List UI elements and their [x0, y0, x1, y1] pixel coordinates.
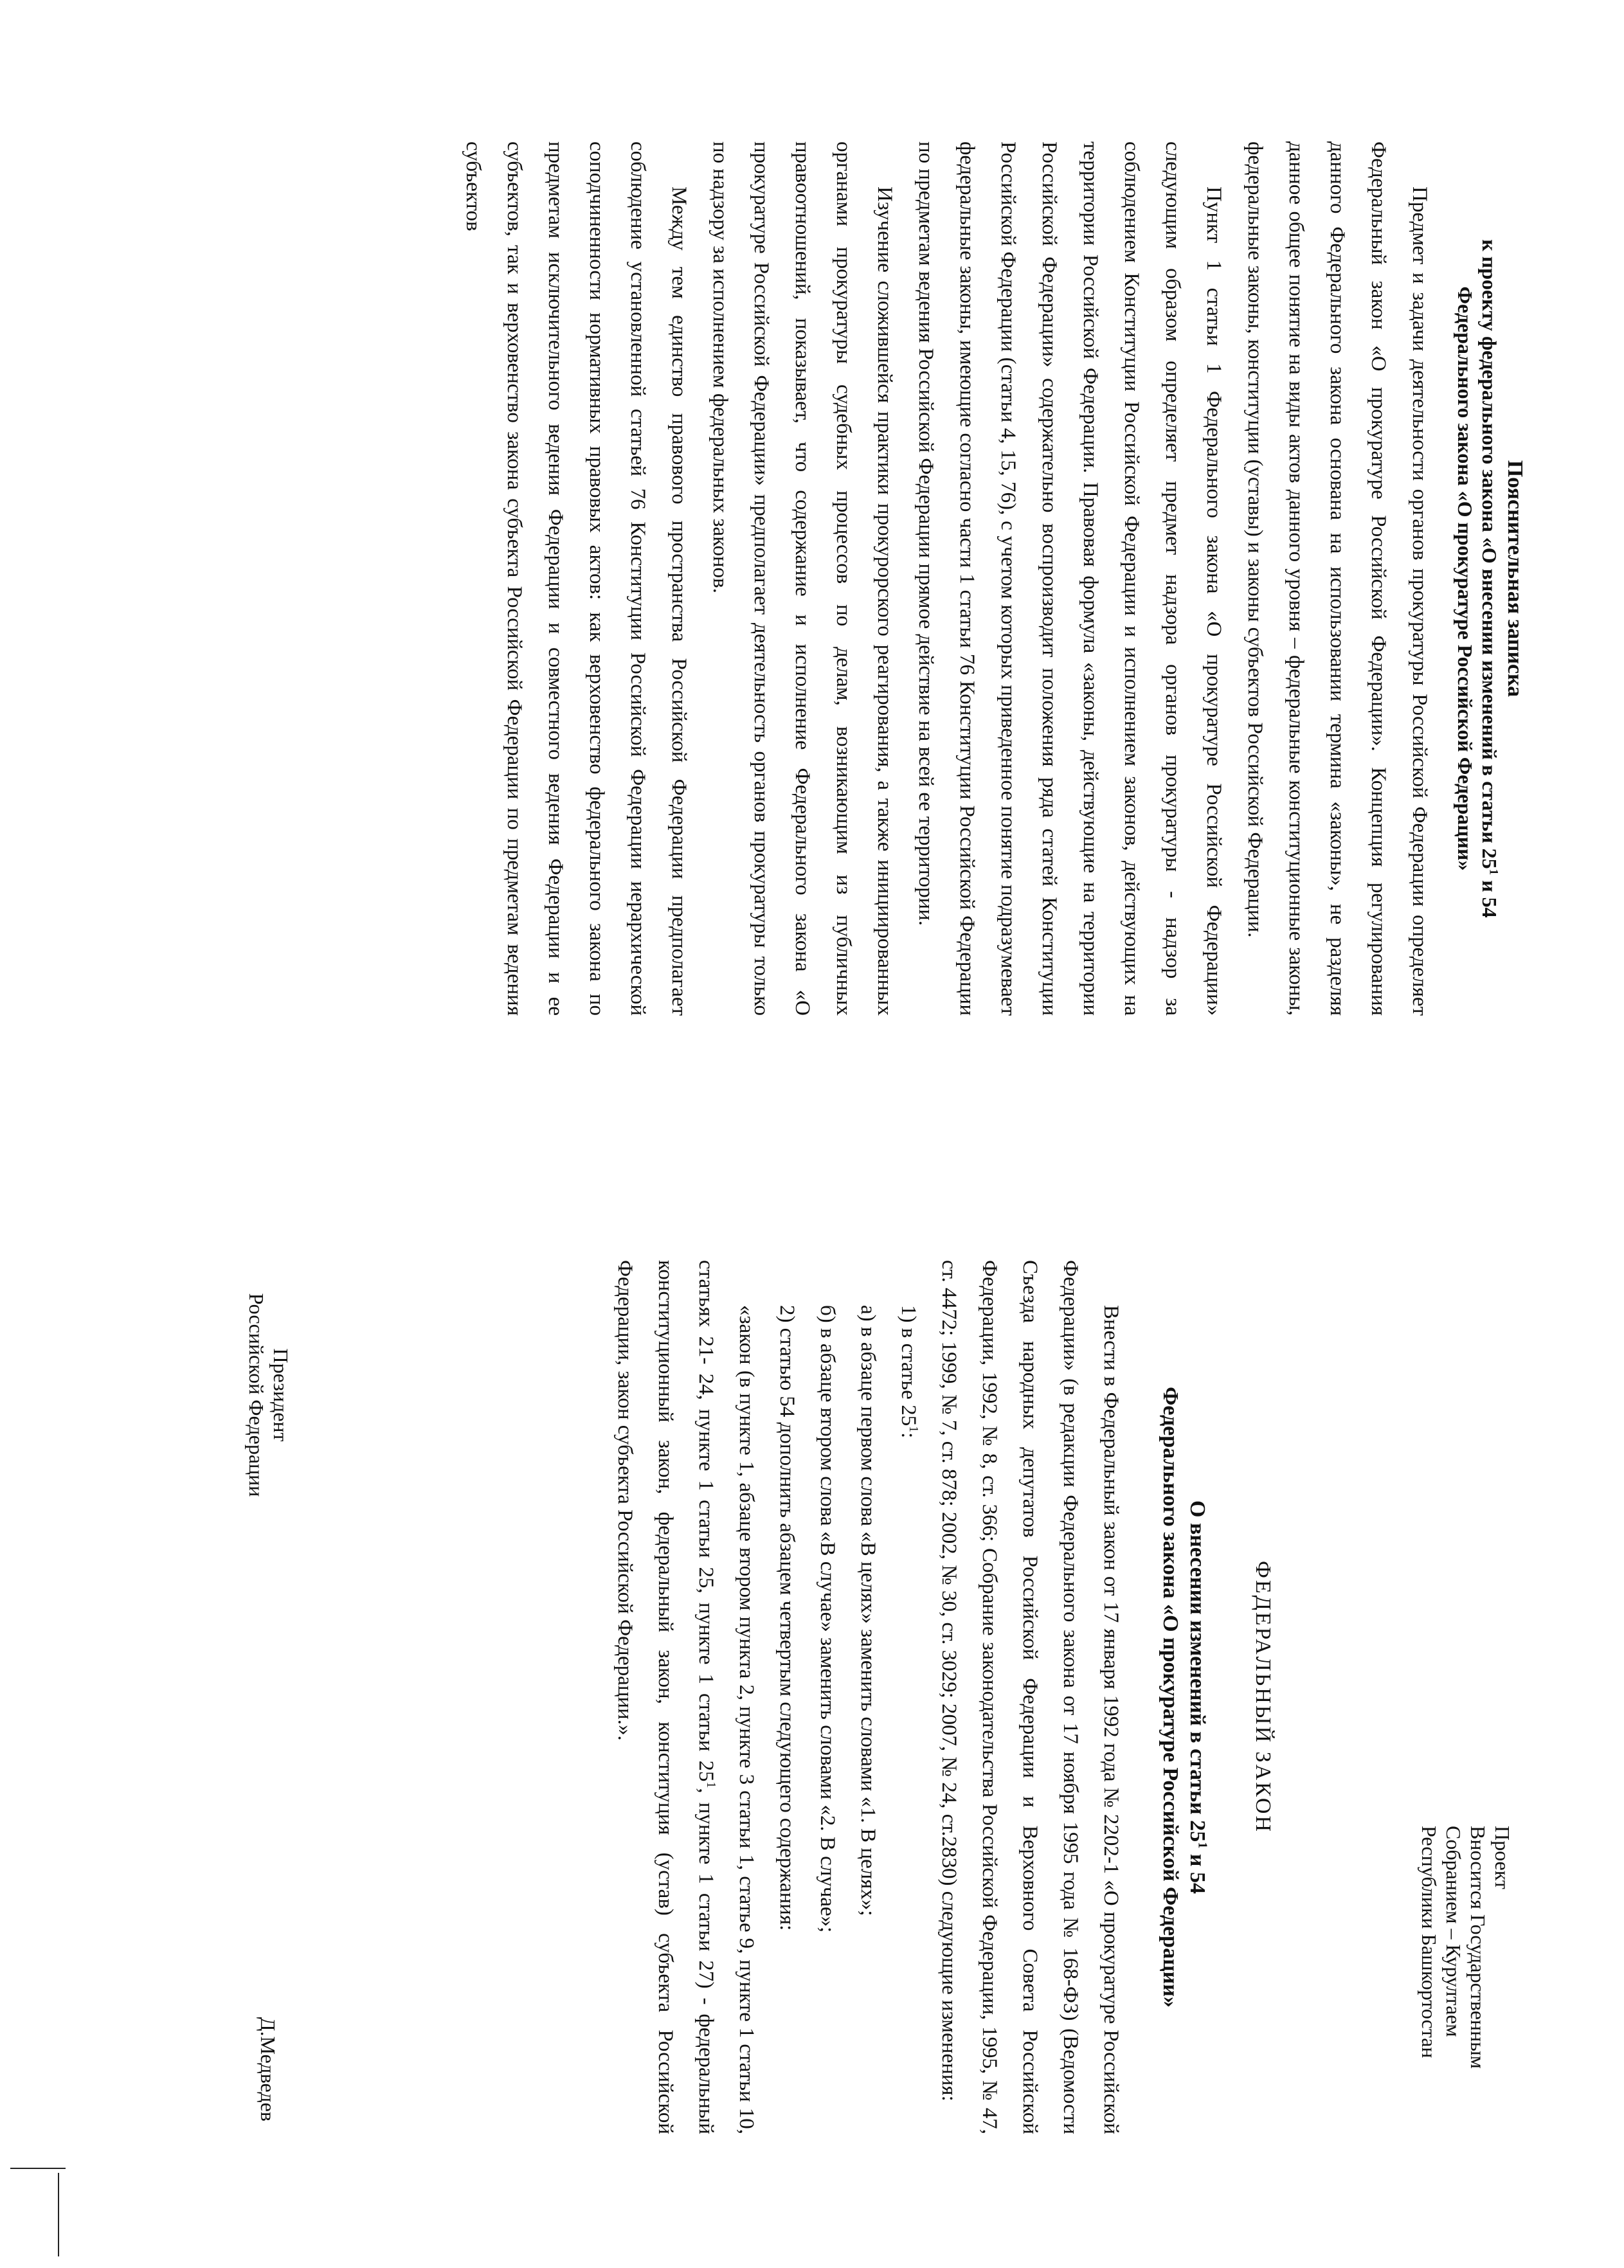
bill-item-1b: б) в абзаце втором слова «В случае» заменить словами «2. В случае»;: [816, 1305, 839, 1933]
note-subtitle: к проекту федерального закона «О внесении изменений в статьи $25^1$ и 54 Федерального закона «О прокуратуре Российской Федерации»: [1454, 239, 1501, 918]
signature-name: Д.Медведев: [257, 2017, 280, 2121]
project-block: Проект Вносится Государственным Собранием – Курултаем Республики Башкортостан: [1418, 1826, 1514, 2069]
note-title: Пояснительная записка: [1503, 460, 1527, 698]
note-body: [453, 141, 1440, 1016]
signature-post: Президент Российской Федерации: [245, 1293, 293, 1497]
bill-item-1a: а) в абзаце первом слова «В целях» заменить словами «1. В целях»;: [856, 1305, 880, 1916]
bill-intro: Внести в Федеральный закон от 17 января 1992 года № 2202-1 «О прокуратуре Российской Федерации» (в редакции Федерального закона от 17 ноября 1995 года № 168-ФЗ) (Ведомости Съезда народных депутатов Российской Федерации и Верховного Совета Российской Федерации, 1992, № 8, ст. 366; Собрание законодательства Российской Федерации, 1995, № 47, ст. 4472; 1999, № 7, ст. 878; 2002, № 30, ст. 3029; 2007, № 24, ст.2830) следующие изменения:: [937, 1260, 1123, 2134]
note-paragraph-2: Пункт 1 статьи 1 Федерального закона «О прокуратуре Российской Федерации» следующим образом определяет предмет надзора органов прокуратуры - надзор за соблюдением Конституции Российской Федерации и исполнением законов, действующих на территории Российской Федерации. Правовая формула «законы, действующие на территории Российской Федерации» содержательно воспроизводит положения ряда статей Конституции Российской Федерации (статьи 4, 15, 76), с учетом которых приведенное понятие подразумевает федеральные законы, имеющие согласно части 1 статьи 76 Конституции Российской Федерации по предметам ведения Российской Федерации прямое действие на всей ее территории.: [914, 141, 1225, 1016]
law-subtitle: О внесении изменений в статьи $25^1$ и 54 Федерального закона «О прокуратуре Российской Федерации»: [1159, 1387, 1210, 2008]
bill-page: [245, 1260, 1528, 2134]
bill-item-2: 2) статью 54 дополнить абзацем четвертым следующего содержания:: [775, 1305, 798, 1931]
note-page: [453, 141, 1528, 1016]
note-paragraph-4: Между тем единство правового пространства Российской Федерации предполагает соблюдение установленной статьей 76 Конституции Российской Федерации иерархической соподчиненности нормативных правовых актов: как верховенство федерального закона по предметам исключительного ведения Федерации и совместного ведения Федерации и ее субъектов, так и верховенство закона субъекта Российской Федерации по предметам ведения субъектов: [462, 141, 690, 1016]
bill-item-2-quote: «закон (в пункте 1, абзаце втором пункта 2, пункте 3 статьи 1, статье 9, пункте 1 статьи 10, статьях 21- 24, пункте 1 статьи 25, пункте 1 статьи $25^1$, пункте 1 статьи 27) - федеральный конституционный закон, федеральный закон, конституция (устав) субъекта Российской Федерации, закон субъекта Российской Федерации.».: [613, 1260, 758, 2134]
bill-item-1: 1) в статье $25^1$:: [897, 1305, 921, 1439]
bill-body: [604, 1260, 1131, 2134]
law-title: ФЕДЕРАЛЬНЫЙ ЗАКОН: [1251, 1560, 1275, 1834]
note-paragraph-1: Предмет и задачи деятельности органов прокуратуры Российской Федерации определяет Федеральный закон «О прокуратуре Российской Федерации». Концепция регулирования данного Федерального закона основана на использовании термина «законы», не разделяя данное общее понятие на виды актов данного уровня – федеральные конституционные законы, федеральные законы, конституции (уставы) и законы субъектов Российской Федерации.: [1243, 141, 1431, 1016]
note-paragraph-3: Изучение сложившейся практики прокурорского реагирования, а также инициированных органами прокуратуры судебных процессов по делам, возникающим из публичных правоотношений, показывает, что содержание и исполнение Федерального закона «О прокуратуре Российской Федерации» предполагает деятельность органов прокуратуры только по надзору за исполнением федеральных законов.: [708, 141, 896, 1016]
